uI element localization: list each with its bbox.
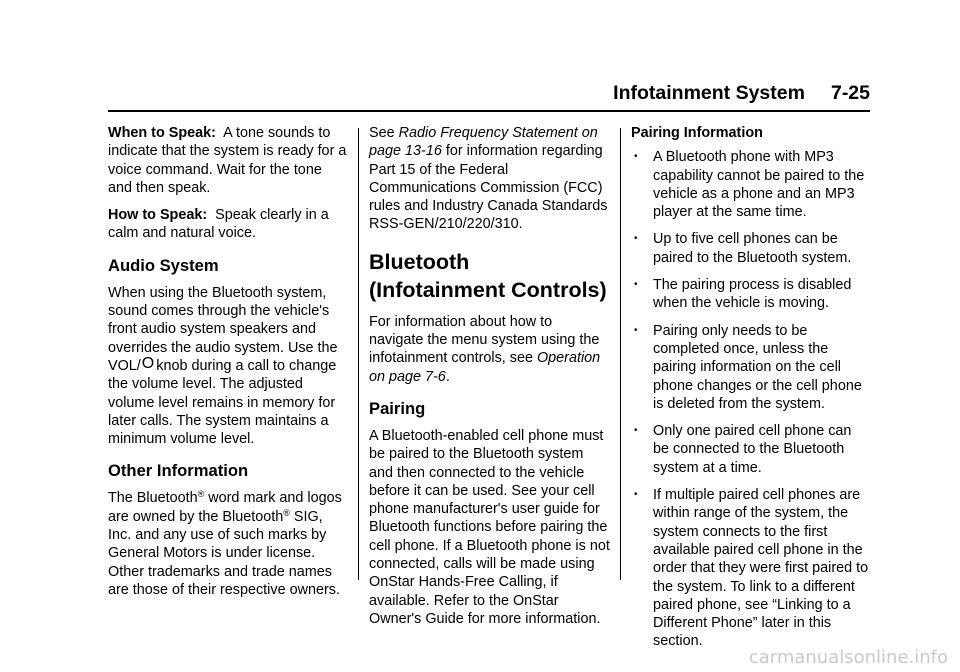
column-divider (358, 128, 359, 580)
list-item-text: Up to five cell phones can be paired to the Bluetooth system. (653, 231, 852, 266)
how-to-speak-paragraph (108, 206, 348, 243)
power-knob-icon: O (141, 354, 155, 372)
pairing-information-heading: Pairing Information (631, 125, 763, 141)
bullet-icon: • (634, 324, 638, 336)
list-item (631, 148, 871, 221)
other-information-paragraph (108, 489, 348, 599)
list-item (631, 322, 871, 413)
pairing-heading: Pairing (369, 398, 426, 418)
list-item-text: If multiple paired cell phones are within range of the system, the system connects to the first available paired cell phone in the order that they were first paired to the system. To link to a different paired phone, see “Linking to a Different Phone” later in this section. (653, 487, 869, 650)
list-item (631, 230, 871, 267)
pairing-paragraph: A Bluetooth-enabled cell phone must be paired to the Bluetooth system and then connected to the vehicle before it can be used. See your cell phone manufacturer's user guide for Bluetooth functions before pairing the cell phone. If a Bluetooth phone is not connected, calls will be made using OnStar Hands-Free Calling, if available. Refer to the OnStar Owner's Guide for more information. (369, 427, 610, 627)
when-to-speak-paragraph (108, 124, 348, 197)
fcc-text-b: for information regarding Part 15 of the Federal Communications Commission (FCC) rules and Industry Canada Standards RSS-GEN/210/220/310. (369, 143, 608, 233)
list-item (631, 276, 871, 313)
bluetooth-intro-paragraph (369, 313, 610, 386)
bullet-icon: • (634, 489, 638, 501)
radio-frequency-link[interactable]: Radio Frequency Statement on page 13-16 (369, 125, 598, 160)
page-header (610, 82, 870, 105)
other-information-heading: Other Information (108, 461, 249, 481)
bullet-icon: • (634, 425, 638, 437)
watermark: carmanualsonline.info (748, 647, 948, 668)
audio-system-text-a: When using the Bluetooth system, sound comes through the vehicle's front audio system speakers and overrides the audio system. Use the VOL/ (108, 284, 338, 374)
bluetooth-text-b: . (445, 368, 450, 385)
page-number: 7-25 (830, 82, 870, 104)
fcc-paragraph (369, 124, 610, 234)
other-info-text-c: SIG, Inc. and any use of such marks by General Motors is under license. Other trademarks and trade names are those of their respective owners. (108, 508, 340, 598)
bullet-icon: • (634, 233, 638, 245)
list-item-text: Pairing only needs to be completed once, unless the pairing information on the cell phone changes or the cell phone is deleted from the system. (653, 322, 862, 412)
list-item-text: Only one paired cell phone can be connected to the Bluetooth system at a time. (653, 423, 852, 476)
audio-system-heading: Audio System (108, 255, 219, 275)
list-item-text: The pairing process is disabled when the vehicle is moving. (653, 277, 852, 312)
operation-link[interactable]: Operation on page 7-6 (369, 350, 601, 385)
section-title: Infotainment System (613, 82, 805, 104)
list-item (631, 486, 871, 651)
bullet-icon: • (634, 151, 638, 163)
audio-system-text-b: knob during a call to change the volume level. The adjusted volume level remains in memory for later calls. The system maintains a minimum volume level. (108, 357, 337, 448)
how-to-speak-label: How to Speak: (108, 207, 208, 224)
how-to-speak-text: Speak clearly in a calm and natural voice. (108, 207, 329, 242)
other-info-text-a: The Bluetooth (108, 490, 198, 507)
when-to-speak-text: A tone sounds to indicate that the system is ready for a voice command. Wait for the tone and then speak. (108, 125, 347, 196)
list-item-text: A Bluetooth phone with MP3 capability cannot be paired to the vehicle as a phone and an MP3 player at the same time. (653, 149, 865, 221)
column-3 (631, 124, 871, 660)
registered-mark: ® (283, 507, 290, 518)
bluetooth-heading: Bluetooth (Infotainment Controls) (369, 249, 607, 302)
pairing-information-list (631, 148, 871, 650)
column-1 (108, 124, 348, 608)
fcc-text-a: See (369, 125, 399, 141)
other-info-text-b: word mark and logos are owned by the Bluetooth (108, 490, 342, 525)
bullet-icon: • (634, 279, 638, 291)
when-to-speak-label: When to Speak: (108, 125, 216, 141)
column-2 (369, 124, 610, 637)
registered-mark: ® (197, 489, 205, 500)
header-rule (108, 110, 870, 112)
list-item (631, 422, 871, 477)
audio-system-paragraph (108, 284, 348, 449)
bluetooth-text-a: For information about how to navigate the menu system using the infotainment controls, see (369, 313, 600, 367)
column-divider (620, 128, 621, 580)
